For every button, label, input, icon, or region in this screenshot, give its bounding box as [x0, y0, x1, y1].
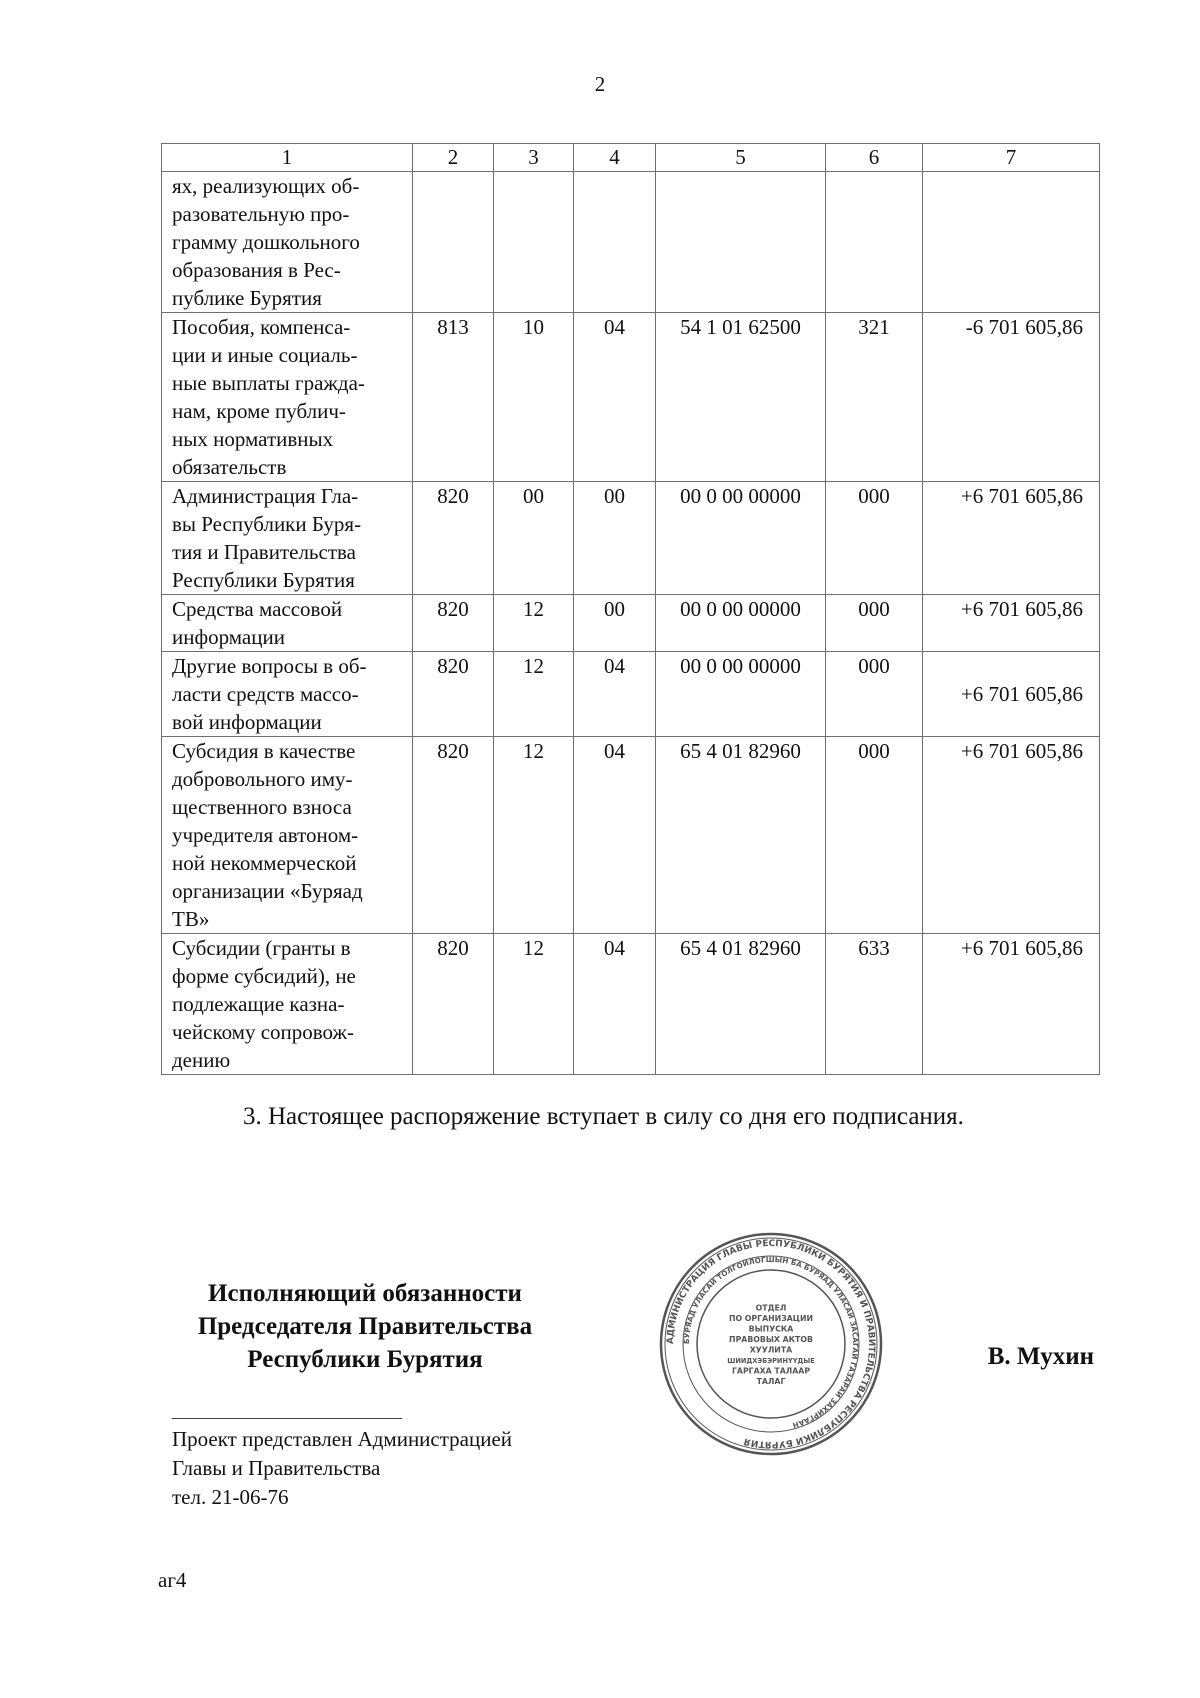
table-row: [162, 482, 1100, 595]
row-name: [162, 595, 413, 652]
cell-subsection: 04: [574, 652, 656, 737]
cell-ministry: [413, 172, 494, 313]
cell-expense-type: 000: [826, 737, 923, 934]
cell-target-article: 65 4 01 82960: [656, 934, 826, 1075]
row-name-line: вой информации: [172, 710, 322, 734]
cell-ministry: 813: [413, 313, 494, 482]
table-header: [162, 144, 1100, 172]
cell-subsection: 00: [574, 482, 656, 595]
table-row: [162, 737, 1100, 934]
cell-ministry: 820: [413, 652, 494, 737]
document-code: аг4: [158, 1568, 187, 1592]
row-name-line: организации «Буряад: [172, 879, 363, 903]
row-name-line: нам, кроме публич-: [172, 399, 346, 423]
cell-target-article: 00 0 00 00000: [656, 652, 826, 737]
row-name-line: подлежащие казна-: [172, 992, 345, 1016]
row-name-line: ной некоммерческой: [172, 851, 357, 875]
header-col-4: 4: [574, 144, 656, 172]
row-name-line: разовательную про-: [172, 202, 350, 226]
row-name-line: учредителя автоном-: [172, 823, 359, 847]
footnote-divider: [172, 1418, 402, 1419]
seal-center-line: ГАРГАХА ТАЛААР: [731, 1366, 811, 1376]
cell-ministry: 820: [413, 595, 494, 652]
signer-name: В. Мухин: [987, 1343, 1094, 1370]
cell-section: 12: [494, 737, 574, 934]
cell-section: 12: [494, 934, 574, 1075]
header-row: [162, 144, 1100, 172]
header-col-1: 1: [162, 144, 413, 172]
seal-center-line: ТАЛАГ: [756, 1376, 786, 1386]
clause-text: 3. Настоящее распоряжение вступает в силу со дня его подписания.: [243, 1103, 964, 1130]
seal-center-line: ШИИДХЭБЭРИНҮҮДЫЕ: [727, 1356, 815, 1365]
row-name: [162, 652, 413, 737]
seal-center-text: [727, 1303, 815, 1386]
row-name: [162, 737, 413, 934]
cell-target-article: 54 1 01 62500: [656, 313, 826, 482]
page-number: 2: [594, 72, 606, 96]
cell-expense-type: 000: [826, 652, 923, 737]
row-name-line: Субсидии (гранты в: [172, 936, 351, 960]
row-name: [162, 934, 413, 1075]
row-name-line: ные выплаты гражда-: [172, 371, 365, 395]
cell-ministry: 820: [413, 934, 494, 1075]
signer-title: [166, 1277, 564, 1376]
row-name-line: добровольного иму-: [172, 767, 353, 791]
seal-center-line: ХУУЛИТА: [749, 1345, 793, 1355]
row-name-line: форме субсидий), не: [172, 964, 356, 988]
footnote-line: Проект представлен Администрацией: [172, 1427, 513, 1451]
cell-section: 12: [494, 652, 574, 737]
row-name: [162, 482, 413, 595]
header-col-3: 3: [494, 144, 574, 172]
table-row: [162, 934, 1100, 1075]
row-name-line: дению: [172, 1048, 231, 1072]
cell-subsection: 04: [574, 934, 656, 1075]
row-name: [162, 172, 413, 313]
row-name-line: информации: [172, 625, 285, 649]
row-name-line: Республики Бурятия: [172, 568, 355, 592]
footnote-line: тел. 21-06-76: [172, 1485, 289, 1509]
row-name: [162, 313, 413, 482]
cell-amount: +6 701 605,86: [923, 737, 1100, 934]
row-name-line: Средства массовой: [172, 597, 343, 621]
table-row: [162, 595, 1100, 652]
footnote-line: Главы и Правительства: [172, 1456, 381, 1480]
row-name-line: грамму дошкольного: [172, 230, 360, 254]
signer-title-line: Председателя Правительства: [197, 1313, 533, 1340]
official-seal: [656, 1229, 886, 1459]
cell-amount: +6 701 605,86: [923, 595, 1100, 652]
row-name-line: обязательств: [172, 455, 287, 479]
signer-title-line: Республики Бурятия: [247, 1346, 483, 1373]
seal-center-line: ПО ОРГАНИЗАЦИИ: [728, 1313, 814, 1323]
cell-amount: +6 701 605,86: [923, 934, 1100, 1075]
cell-target-article: [656, 172, 826, 313]
row-name-line: Администрация Гла-: [172, 484, 359, 508]
cell-section: [494, 172, 574, 313]
cell-target-article: 00 0 00 00000: [656, 482, 826, 595]
cell-amount: +6 701 605,86: [923, 652, 1100, 737]
seal-inner-textpath: БУРЯАД УЛАСАЙ ТОЛГОЙЛОГШЫН БА БУРЯАД УЛАСАЙ ЗАСАГАЙ ГАЗАРАЙ ЗАХИРГААН: [681, 1254, 861, 1430]
cell-section: 12: [494, 595, 574, 652]
cell-subsection: 04: [574, 313, 656, 482]
header-col-5: 5: [656, 144, 826, 172]
seal-center-line: ВЫПУСКА: [748, 1324, 794, 1334]
budget-table: [161, 143, 1100, 1075]
header-col-7: 7: [923, 144, 1100, 172]
cell-subsection: 04: [574, 737, 656, 934]
row-name-line: ТВ»: [172, 907, 210, 931]
seal-center-line: ПРАВОВЫХ АКТОВ: [729, 1334, 813, 1344]
table-row: [162, 313, 1100, 482]
row-name-line: щественного взноса: [172, 795, 352, 819]
cell-expense-type: [826, 172, 923, 313]
cell-expense-type: 633: [826, 934, 923, 1075]
cell-ministry: 820: [413, 482, 494, 595]
table-row: [162, 652, 1100, 737]
seal-inner-ring: [697, 1270, 845, 1418]
row-name-line: ласти средств массо-: [172, 682, 359, 706]
row-name-line: Другие вопросы в об-: [172, 654, 367, 678]
cell-amount: [923, 172, 1100, 313]
cell-target-article: 65 4 01 82960: [656, 737, 826, 934]
cell-expense-type: 321: [826, 313, 923, 482]
row-name-line: Субсидия в качестве: [172, 739, 356, 763]
row-name-line: образования в Рес-: [172, 258, 341, 282]
table-row: [162, 172, 1100, 313]
seal-center-line: ОТДЕЛ: [755, 1303, 787, 1313]
cell-subsection: [574, 172, 656, 313]
cell-ministry: 820: [413, 737, 494, 934]
row-name-line: публике Бурятия: [172, 286, 322, 310]
row-name-line: чейскому сопровож-: [172, 1020, 355, 1044]
cell-subsection: 00: [574, 595, 656, 652]
row-name-line: ции и иные социаль-: [172, 343, 358, 367]
row-name-line: ях, реализующих об-: [172, 174, 360, 198]
cell-target-article: 00 0 00 00000: [656, 595, 826, 652]
signer-title-line: Исполняющий обязанности: [208, 1280, 522, 1307]
seal-outer-ring: [661, 1234, 881, 1454]
cell-section: 00: [494, 482, 574, 595]
cell-section: 10: [494, 313, 574, 482]
header-col-2: 2: [413, 144, 494, 172]
seal-outer-textpath: АДМИНИСТРАЦИЯ ГЛАВЫ РЕСПУБЛИКИ БУРЯТИЯ И ПРАВИТЕЛЬСТВА РЕСПУБЛИКИ БУРЯТИЯ: [665, 1238, 877, 1450]
row-name-line: Пособия, компенса-: [172, 315, 351, 339]
cell-expense-type: 000: [826, 595, 923, 652]
table-body: [162, 172, 1100, 1075]
row-name-line: тия и Правительства: [172, 540, 356, 564]
row-name-line: ных нормативных: [172, 427, 334, 451]
cell-amount: -6 701 605,86: [923, 313, 1100, 482]
cell-expense-type: 000: [826, 482, 923, 595]
header-col-6: 6: [826, 144, 923, 172]
cell-amount: +6 701 605,86: [923, 482, 1100, 595]
footnote: [172, 1425, 512, 1512]
row-name-line: вы Республики Буря-: [172, 512, 362, 536]
